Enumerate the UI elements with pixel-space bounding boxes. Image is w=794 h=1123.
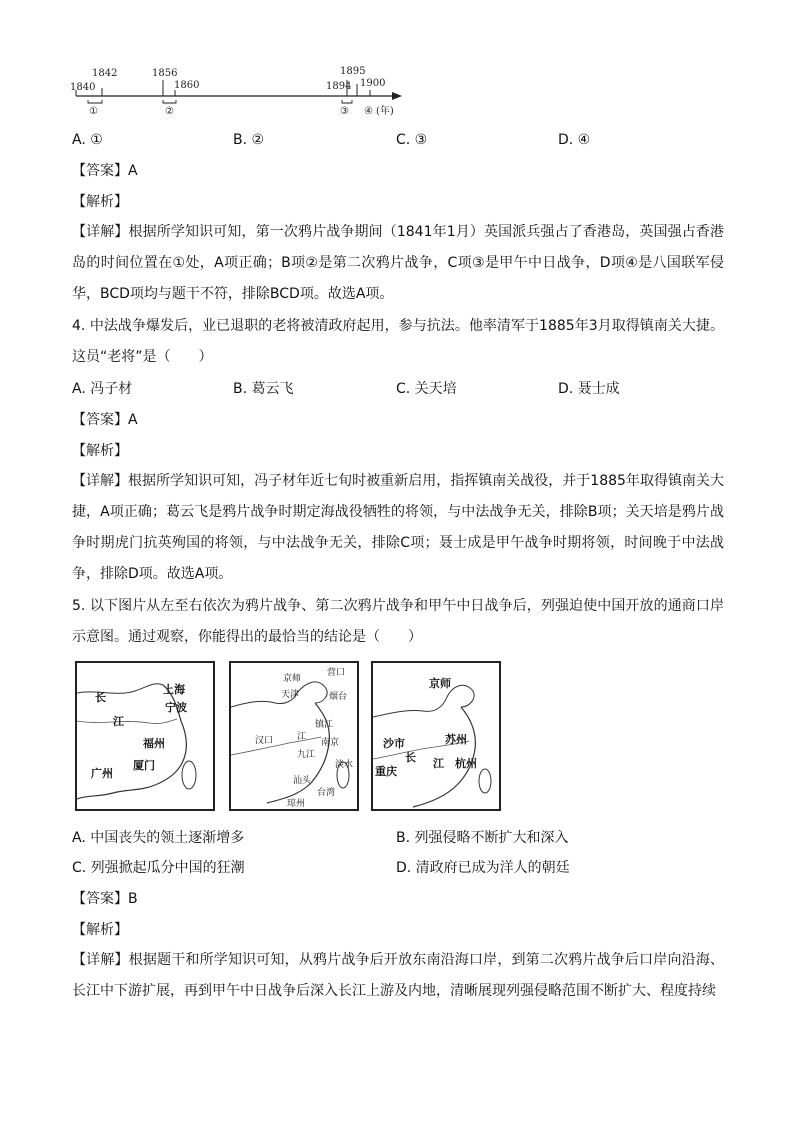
map-2-label: 南京 (321, 738, 340, 748)
q4-option-b: B. 葛云飞 (233, 381, 294, 397)
q5-analysis: 【解析】 (72, 922, 128, 938)
q4-option-c: C. 关天培 (396, 381, 457, 397)
timeline-bracket (342, 100, 352, 103)
q5-detail: 【详解】根据题干和所学知识可知，从鸦片战争后开放东南沿海口岸，到第二次鸦片战争后口岸向沿海、长江中下游扩展，再到甲午中日战争后深入长江上游及内地，清晰展现列强侵略范围不断扩大、程度持续 (72, 952, 724, 999)
timeline-marker-4: ④ (364, 106, 373, 117)
map-3-label: 沙市 (383, 737, 405, 750)
q4-option-a: A. 冯子材 (72, 381, 133, 397)
map-3-label: 江 (433, 757, 444, 770)
map-2-drawing (231, 663, 357, 809)
q4-option-d: D. 聂士成 (558, 381, 620, 397)
timeline-year: 1900 (360, 78, 386, 89)
timeline-year: 1842 (92, 68, 118, 79)
timeline-bracket (163, 100, 176, 103)
q3-option-c: C. ③ (396, 132, 428, 148)
map-1-label: 江 (113, 715, 124, 728)
map-1-label: 广州 (91, 767, 113, 780)
map-3-label: 苏州 (445, 733, 467, 746)
map-2-label: 烟台 (329, 692, 348, 702)
q3-option-a: A. ① (72, 132, 103, 148)
timeline-arrow (392, 92, 402, 100)
map-2-label: 营口 (327, 668, 346, 678)
q4-answer: 【答案】A (72, 412, 138, 428)
map-2-label: 京师 (283, 674, 302, 684)
timeline-marker-2: ② (165, 106, 174, 117)
timeline-year: 1860 (174, 80, 200, 91)
map-2-label: 台湾 (317, 788, 336, 798)
q5-option-a: A. 中国丧失的领土逐渐增多 (72, 830, 245, 846)
map-1-label: 福州 (143, 737, 165, 750)
map-opium-war (75, 661, 215, 811)
map-2-label: 汕头 (293, 776, 312, 786)
timeline-year: 1894 (326, 81, 352, 92)
q5-option-b: B. 列强侵略不断扩大和深入 (396, 830, 569, 846)
q5-option-d: D. 清政府已成为洋人的朝廷 (396, 860, 570, 876)
map-1-drawing (77, 663, 213, 809)
map-2-label: 江 (297, 732, 307, 742)
map-3-label: 京师 (429, 677, 451, 690)
map-sino-japanese-war (371, 661, 501, 811)
map-2-label: 淡水 (335, 760, 354, 770)
map-2-label: 镇江 (315, 720, 334, 730)
map-1-label: 长 (95, 691, 106, 704)
map-3-label: 重庆 (375, 765, 397, 778)
map-1-label: 厦门 (133, 759, 155, 772)
timeline-year: 1840 (70, 82, 96, 93)
map-2-label: 九江 (297, 750, 316, 760)
map-2-label: 琼州 (287, 799, 306, 809)
timeline-unit: (年) (376, 106, 394, 117)
timeline-marker-3: ③ (340, 106, 349, 117)
map-1-label: 上海 (163, 683, 185, 696)
q3-option-b: B. ② (233, 132, 265, 148)
q3-analysis: 【解析】 (72, 194, 128, 210)
q3-detail: 【详解】根据所学知识可知，第一次鸦片战争期间（1841年1月）英国派兵强占了香港岛，英国强占香港岛的时间位置在①处，A项正确；B项②是第二次鸦片战争，C项③是甲午中日战争，D项④是八国联军侵华，BCD项均与题干不符，排除BCD项。故选A项。 (72, 224, 724, 302)
map-second-opium-war (229, 661, 359, 811)
timeline-figure (70, 62, 410, 120)
map-1-label: 宁波 (165, 701, 187, 714)
q3-answer: 【答案】A (72, 163, 138, 179)
q4-analysis: 【解析】 (72, 443, 128, 459)
q5-option-c: C. 列强掀起瓜分中国的狂潮 (72, 860, 245, 876)
q5-stem: 5. 以下图片从左至右依次为鸦片战争、第二次鸦片战争和甲午中日战争后，列强迫使中国开放的通商口岸示意图。通过观察，你能得出的最恰当的结论是（ ） (72, 598, 724, 645)
map-2-label: 天津 (281, 690, 300, 700)
q3-option-d: D. ④ (558, 132, 591, 148)
timeline-year: 1895 (340, 66, 366, 77)
timeline-year: 1856 (152, 68, 178, 79)
q4-detail: 【详解】根据所学知识可知，冯子材年近七旬时被重新启用，指挥镇南关战役，并于1885年取得镇南关大捷，A项正确；葛云飞是鸦片战争时期定海战役牺牲的将领，与中法战争无关，排除B项；关天培是鸦片战争时期虎门抗英殉国的将领，与中法战争无关，排除C项；聂士成是甲午战争时期将领，时间晚于中法战争，排除D项。故选A项。 (72, 473, 724, 582)
timeline-marker-1: ① (89, 106, 98, 117)
q4-stem: 4. 中法战争爆发后，业已退职的老将被清政府起用，参与抗法。他率清军于1885年3月取得镇南关大捷。这员“老将”是（ ） (72, 318, 724, 365)
map-2-label: 汉口 (255, 736, 274, 746)
timeline-bracket (88, 100, 102, 103)
map-3-label: 杭州 (455, 757, 477, 770)
map-3-drawing (373, 663, 499, 809)
map-3-label: 长 (405, 751, 416, 764)
q5-answer: 【答案】B (72, 891, 138, 907)
